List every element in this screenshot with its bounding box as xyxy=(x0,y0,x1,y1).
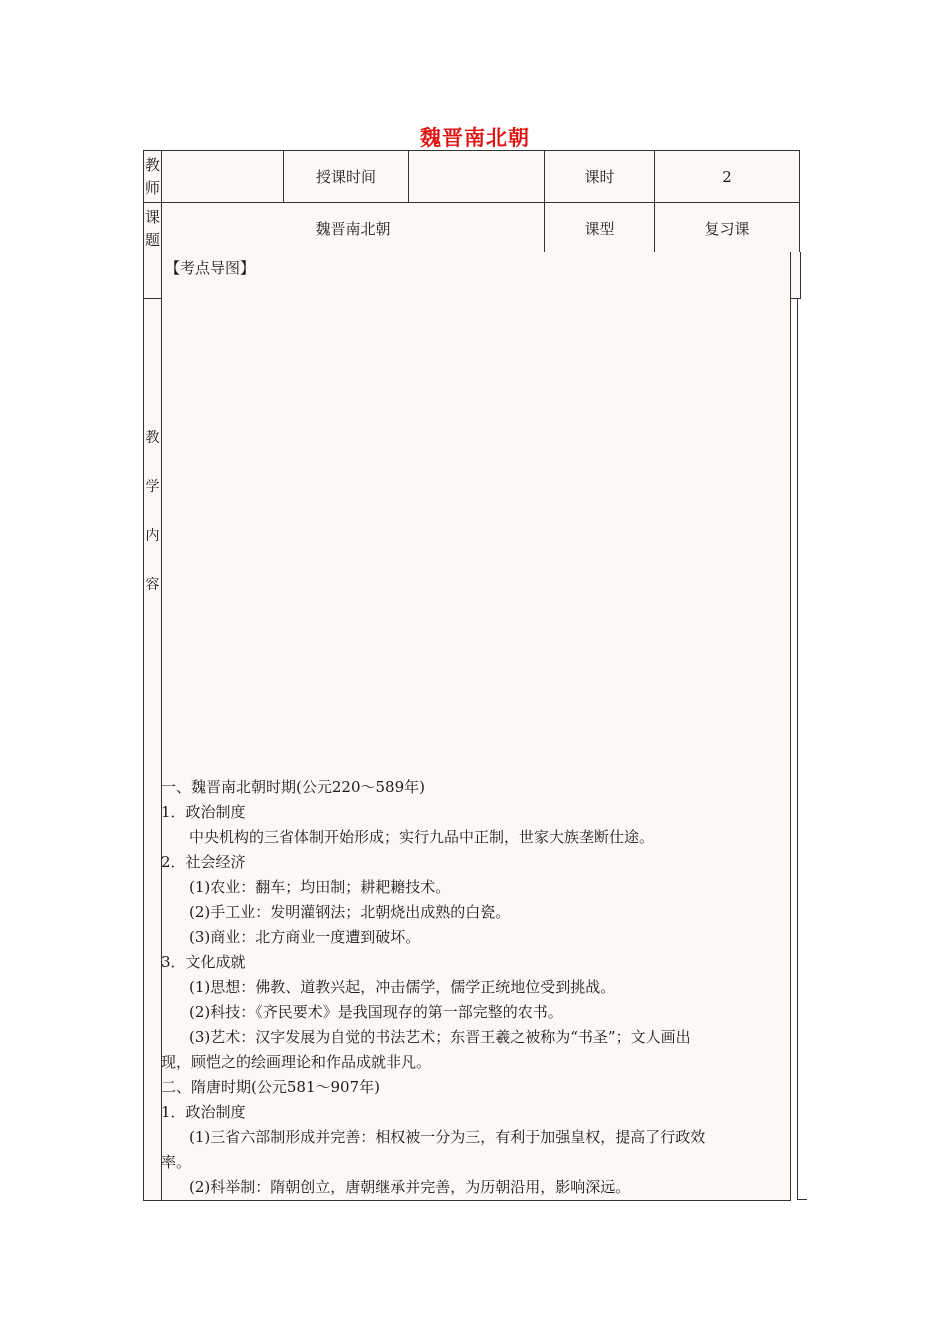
paragraph-line: (1)农业：翻车；均田制；耕耙耱技术。 xyxy=(189,878,451,896)
paragraph-line: (3)商业：北方商业一度遭到破坏。 xyxy=(189,928,421,946)
topic-label: 课题 xyxy=(144,203,162,255)
teacher-value xyxy=(162,151,284,203)
paragraph-line: (3)艺术：汉字发展为自觉的书法艺术；东晋王羲之被称为“书圣”；文人画出 xyxy=(189,1028,691,1046)
time-label: 授课时间 xyxy=(284,151,409,203)
bottom-border-tail xyxy=(797,1199,807,1200)
sub-heading: 3．文化成就 xyxy=(161,953,246,971)
paragraph-line: (1)三省六部制形成并完善：相权被一分为三，有利于加强皇权，提高了行政效 xyxy=(189,1128,706,1146)
time-value xyxy=(409,151,545,203)
side-char: 学 xyxy=(145,479,160,495)
header-row-2 xyxy=(144,203,800,255)
paragraph-line: 率。 xyxy=(161,1153,192,1171)
paragraph-line: (2)科举制：隋朝创立，唐朝继承并完善，为历朝沿用，影响深远。 xyxy=(189,1178,631,1196)
paragraph-line: (1)思想：佛教、道教兴起，冲击儒学，儒学正统地位受到挑战。 xyxy=(189,978,616,996)
section-heading: 一、魏晋南北朝时期(公元220～589年) xyxy=(161,778,425,796)
side-column xyxy=(144,252,162,1200)
type-value: 复习课 xyxy=(655,203,800,255)
header-table xyxy=(143,150,800,255)
page-title: 魏晋南北朝 xyxy=(420,126,530,150)
side-char: 容 xyxy=(145,577,160,593)
side-char: 教 xyxy=(145,430,160,446)
kaodian-heading: 【考点导图】 xyxy=(165,259,256,277)
header-row-1 xyxy=(144,151,800,203)
hours-value: 2 xyxy=(655,151,800,203)
side-label xyxy=(144,428,161,624)
sub-heading: 1．政治制度 xyxy=(161,803,246,821)
paragraph-line: (2)科技：《齐民要术》是我国现存的第一部完整的农书。 xyxy=(189,1003,563,1021)
hours-label: 课时 xyxy=(545,151,655,203)
teaching-content-box xyxy=(143,252,791,1201)
right-border-line xyxy=(797,298,798,1200)
side-char: 内 xyxy=(145,528,160,544)
sub-heading: 1．政治制度 xyxy=(161,1103,246,1121)
side-divider xyxy=(144,298,161,299)
topic-value: 魏晋南北朝 xyxy=(162,203,545,255)
paragraph-line: 现，顾恺之的绘画理论和作品成就非凡。 xyxy=(161,1053,432,1071)
section-heading: 二、隋唐时期(公元581～907年) xyxy=(161,1078,380,1096)
teacher-label: 教师 xyxy=(144,151,162,203)
sub-heading: 2．社会经济 xyxy=(161,853,246,871)
paragraph-line: (2)手工业：发明灌钢法；北朝烧出成熟的白瓷。 xyxy=(189,903,511,921)
paragraph-line: 中央机构的三省体制开始形成；实行九品中正制，世家大族垄断仕途。 xyxy=(189,828,655,846)
content-area xyxy=(161,252,790,1200)
type-label: 课型 xyxy=(545,203,655,255)
